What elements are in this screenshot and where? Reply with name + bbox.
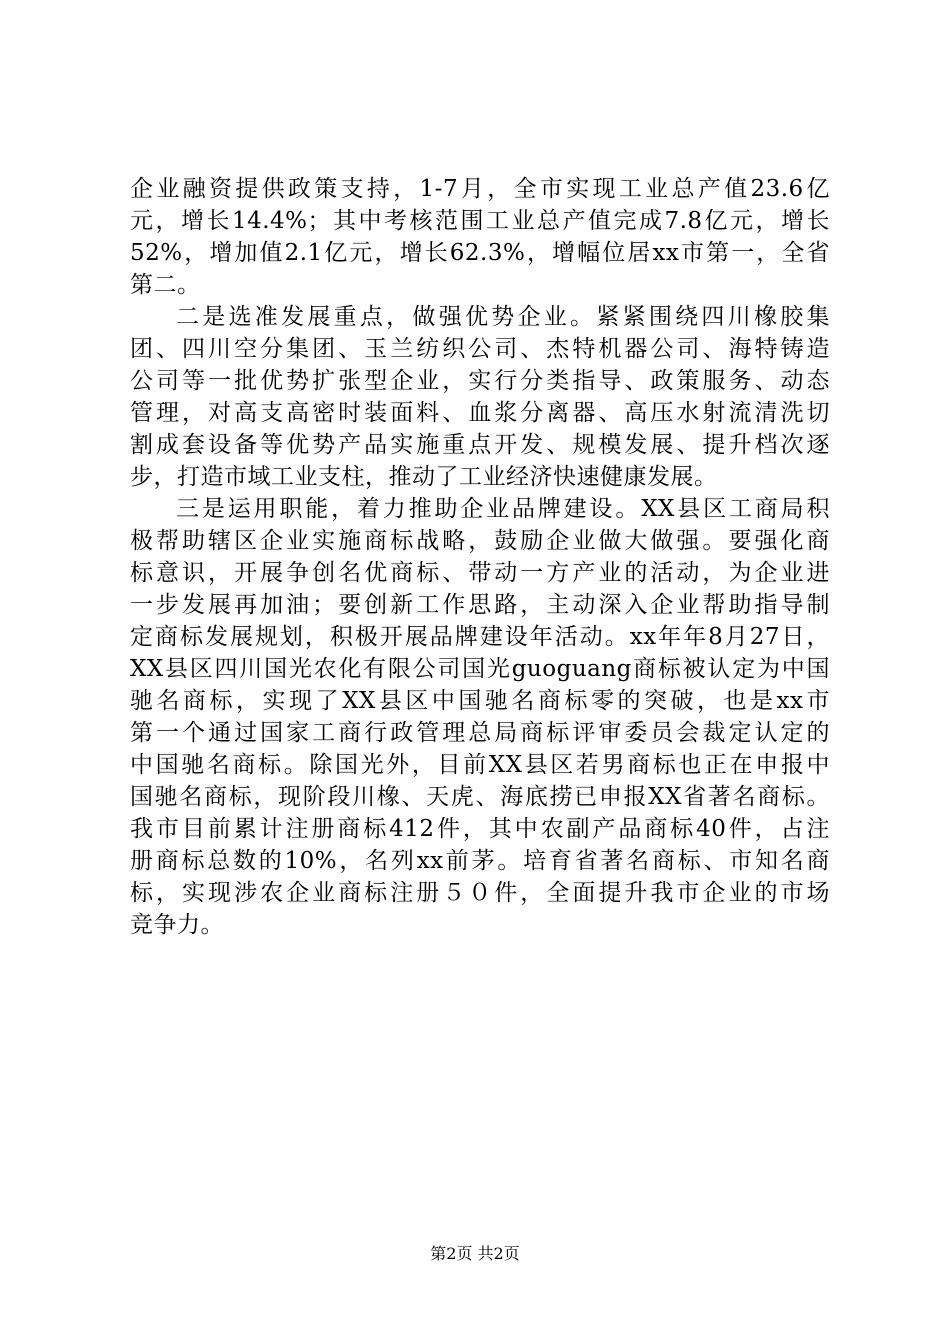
text-line: 企业融资提供政策支持，1-7月，全市实现工业总产值23.6亿 <box>130 176 830 202</box>
text-line: 一步发展再加油；要创新工作思路，主动深入企业帮助指导制 <box>130 592 830 618</box>
text-line: 册商标总数的10%，名列xx前茅。培育省著名商标、市知名商 <box>130 848 830 874</box>
text-line: 元，增长14.4%；其中考核范围工业总产值完成7.8亿元，增长 <box>130 208 830 234</box>
text-line: 我市目前累计注册商标412件，其中农副产品商标40件，占注 <box>130 816 830 842</box>
text-line: 第一个通过国家工商行政管理总局商标评审委员会裁定认定的 <box>130 720 830 746</box>
text-line: 竞争力。 <box>130 912 224 938</box>
text-line: 中国驰名商标。除国光外，目前XX县区若男商标也正在申报中 <box>130 752 830 778</box>
text-line: 极帮助辖区企业实施商标战略，鼓励企业做大做强。要强化商 <box>130 528 830 554</box>
text-line: 标意识，开展争创名优商标、带动一方产业的活动，为企业进 <box>130 560 830 586</box>
text-line: 团、四川空分集团、玉兰纺织公司、杰特机器公司、海特铸造 <box>130 336 830 362</box>
text-line: 驰名商标，实现了XX县区中国驰名商标零的突破，也是xx市 <box>130 688 830 714</box>
text-line: 52%，增加值2.1亿元，增长62.3%，增幅位居xx市第一，全省 <box>130 240 830 266</box>
text-line: 定商标发展规划，积极开展品牌建设年活动。xx年年8月27日， <box>130 624 830 650</box>
text-line: 标，实现涉农企业商标注册５０件，全面提升我市企业的市场 <box>130 880 830 906</box>
text-line: 公司等一批优势扩张型企业，实行分类指导、政策服务、动态 <box>130 368 830 394</box>
body-text <box>130 173 830 941</box>
text-line: 第二。 <box>130 272 201 298</box>
text-line: 国驰名商标，现阶段川橡、天虎、海底捞已申报XX省著名商标。 <box>130 784 830 810</box>
page-number-footer: 第2页 共2页 <box>430 1244 520 1263</box>
paragraph-start-line: 三是运用职能，着力推助企业品牌建设。XX县区工商局积 <box>176 496 830 522</box>
text-line: 管理，对高支高密时装面料、血浆分离器、高压水射流清洗切 <box>130 400 830 426</box>
text-line: 割成套设备等优势产品实施重点开发、规模发展、提升档次逐 <box>130 432 830 458</box>
text-line: 步，打造市域工业支柱，推动了工业经济快速健康发展。 <box>130 464 718 490</box>
text-line: XX县区四川国光农化有限公司国光guoguang商标被认定为中国 <box>130 656 830 682</box>
paragraph-start-line: 二是选准发展重点，做强优势企业。紧紧围绕四川橡胶集 <box>176 304 830 330</box>
